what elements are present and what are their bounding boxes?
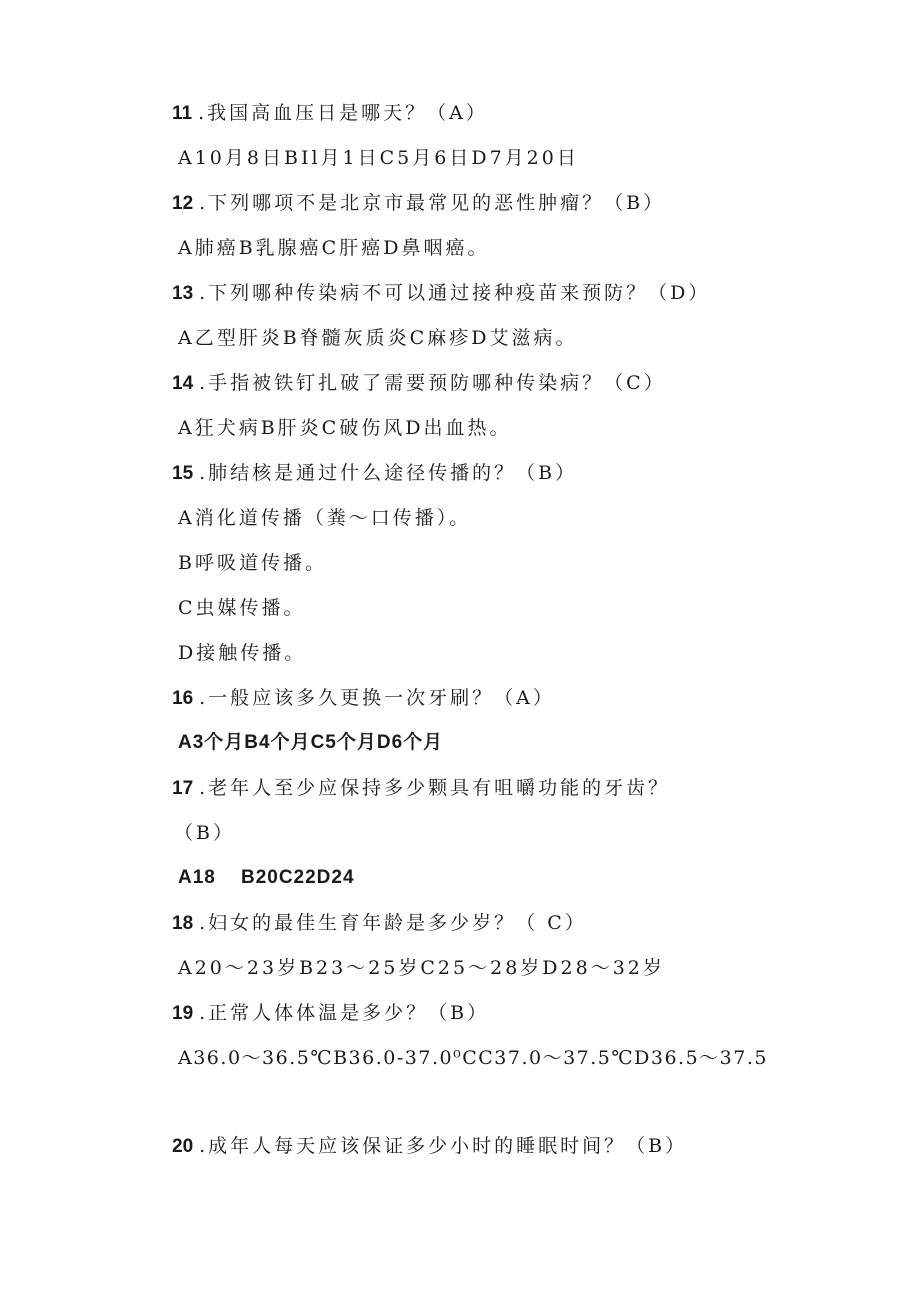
question-14-options: A狂犬病B肝炎C破伤风D出血热。 (178, 417, 512, 439)
question-15-option-b: B呼吸道传播。 (178, 552, 327, 574)
question-text: .下列哪种传染病不可以通过接种疫苗来预防？（D） (199, 282, 711, 304)
question-18-options: A20～23岁B23～25岁C25～28岁D28～32岁 (178, 957, 665, 979)
question-17-answer: （B） (174, 822, 235, 844)
question-11-options: A10月8日BIl月1日C5月6日D7月20日 (178, 147, 579, 169)
question-text: .老年人至少应保持多少颗具有咀嚼功能的牙齿？ (199, 777, 671, 799)
question-number: 14 (172, 373, 194, 394)
question-16-options: A3个月B4个月C5个月D6个月 (178, 732, 444, 753)
question-13 (172, 281, 710, 306)
question-text: .我国高血压日是哪天？（A） (198, 102, 488, 124)
question-15-option-d: D接触传播。 (178, 642, 307, 664)
question-17 (172, 776, 670, 801)
question-number: 13 (172, 283, 194, 304)
question-19 (172, 1001, 489, 1026)
question-14 (172, 371, 666, 396)
question-text: .成年人每天应该保证多少小时的睡眠时间？（B） (199, 1135, 688, 1157)
question-text: .妇女的最佳生育年龄是多少岁？（ C） (199, 912, 587, 934)
question-12 (172, 191, 665, 216)
question-15 (172, 461, 577, 486)
question-18 (172, 911, 587, 936)
question-number: 16 (172, 688, 194, 709)
question-number: 18 (172, 913, 194, 934)
question-20 (172, 1134, 687, 1159)
question-number: 19 (172, 1003, 194, 1024)
question-text: .下列哪项不是北京市最常见的恶性肿瘤？（B） (199, 192, 666, 214)
question-15-option-c: C虫媒传播。 (178, 597, 306, 619)
question-19-options: A36.0～36.5℃B36.0-37.0⁰CC37.0～37.5℃D36.5～37.5 (178, 1047, 768, 1069)
question-12-options: A肺癌B乳腺癌C肝癌D鼻咽癌。 (178, 237, 490, 259)
question-text: .手指被铁钉扎破了需要预防哪种传染病？（C） (199, 372, 666, 394)
question-17-options: A18 B20C22D24 (178, 867, 355, 888)
question-15-option-a: A消化道传播（粪～口传播）。 (178, 507, 472, 529)
question-text: .肺结核是通过什么途径传播的？（B） (199, 462, 578, 484)
question-number: 15 (172, 463, 194, 484)
question-text: .正常人体体温是多少？（B） (199, 1002, 490, 1024)
question-11 (172, 101, 488, 126)
question-13-options: A乙型肝炎B脊髓灰质炎C麻疹D艾滋病。 (178, 327, 578, 349)
question-number: 17 (172, 778, 194, 799)
question-number: 20 (172, 1136, 194, 1157)
question-number: 11 (172, 103, 193, 124)
question-number: 12 (172, 193, 194, 214)
question-text: .一般应该多久更换一次牙刷？（A） (199, 687, 555, 709)
question-16 (172, 686, 555, 711)
